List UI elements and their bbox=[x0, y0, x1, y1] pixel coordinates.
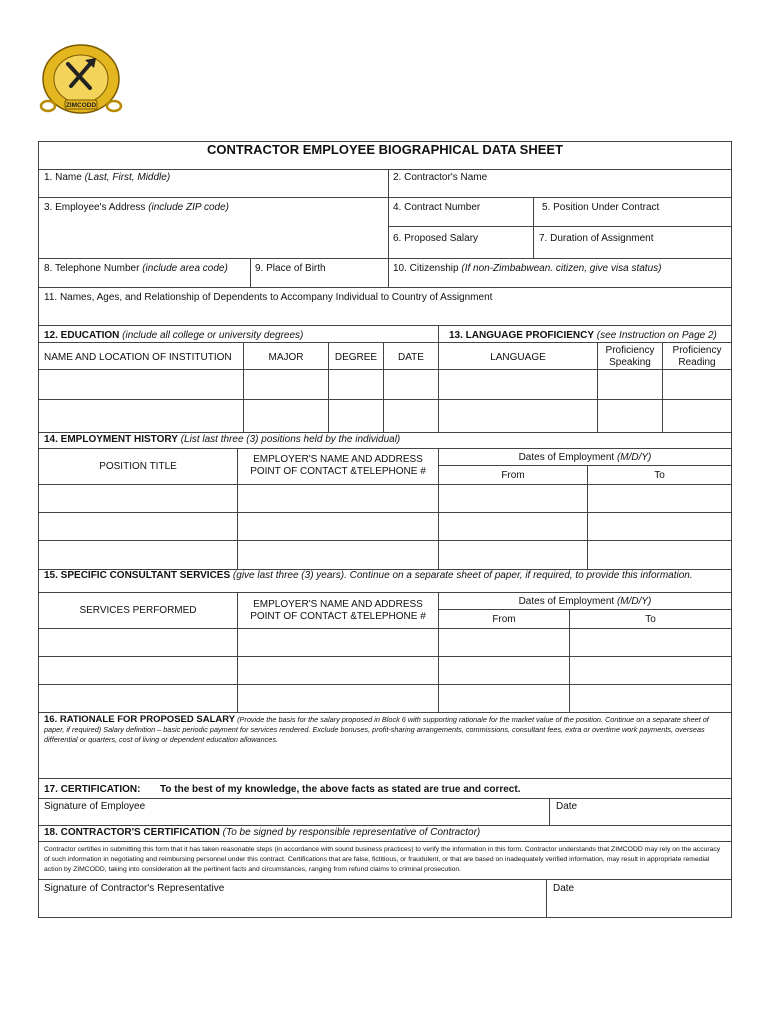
col-to: To bbox=[654, 470, 665, 481]
col-from: From bbox=[501, 470, 525, 481]
col-major: MAJOR bbox=[268, 352, 304, 363]
col-proficiency-speaking: Proficiency Speaking bbox=[605, 345, 655, 368]
salary-rationale-section: 16. RATIONALE FOR PROPOSED SALARY (Provide the basis for the salary proposed in Block 6 with supporting rationale for the market value of the position. Continue on a separate sheet of paper, if required) Salary definition – basic periodic payment for services rendered. Exclude bonuses, profit-sharing arrangements, commissions, consultant fees, extra or overtime work payments, overseas differential or quarters, cost of living or dependent education allowances. bbox=[44, 714, 709, 744]
col-employer: EMPLOYER'S NAME AND ADDRESS POINT OF CONTACT &TELEPHONE # bbox=[250, 454, 426, 477]
education-section-label: 12. EDUCATION (include all college or university degrees) bbox=[44, 330, 304, 341]
contractor-signature-field[interactable]: Signature of Contractor's Representative bbox=[44, 883, 225, 894]
field-name-label: 1. Name (Last, First, Middle) bbox=[44, 172, 171, 183]
field-dependents-label: 11. Names, Ages, and Relationship of Dependents to Accompany Individual to Country of Assignment bbox=[44, 292, 493, 303]
col-dates-employment: Dates of Employment (M/D/Y) bbox=[518, 452, 652, 463]
field-salary-label: 6. Proposed Salary bbox=[393, 233, 479, 244]
biographical-data-form bbox=[38, 141, 732, 918]
col-date: DATE bbox=[398, 352, 424, 363]
contractor-certification-label: 18. CONTRACTOR'S CERTIFICATION (To be signed by responsible representative of Contractor) bbox=[44, 827, 481, 838]
col-institution: NAME AND LOCATION OF INSTITUTION bbox=[44, 352, 232, 363]
zimcodd-seal-icon bbox=[38, 42, 124, 118]
employee-signature-field[interactable]: Signature of Employee bbox=[44, 801, 146, 812]
field-contract-number-label: 4. Contract Number bbox=[393, 202, 481, 213]
field-duration-label: 7. Duration of Assignment bbox=[539, 233, 654, 244]
language-section-label: 13. LANGUAGE PROFICIENCY (see Instruction on Page 2) bbox=[449, 330, 717, 341]
col-degree: DEGREE bbox=[334, 352, 378, 363]
col-services-performed: SERVICES PERFORMED bbox=[79, 605, 197, 616]
certification-label: 17. CERTIFICATION: bbox=[44, 784, 141, 795]
col-from-services: From bbox=[492, 614, 516, 625]
col-proficiency-reading: Proficiency Reading bbox=[672, 345, 722, 368]
col-dates-services: Dates of Employment (M/D/Y) bbox=[518, 596, 652, 607]
svg-text:ZIMCODD: ZIMCODD bbox=[65, 102, 97, 109]
col-language: LANGUAGE bbox=[490, 352, 546, 363]
field-position-label: 5. Position Under Contract bbox=[542, 202, 660, 213]
form-title: CONTRACTOR EMPLOYEE BIOGRAPHICAL DATA SHEET bbox=[206, 142, 564, 157]
col-employer-services: EMPLOYER'S NAME AND ADDRESS POINT OF CONTACT &TELEPHONE # bbox=[250, 599, 426, 622]
contractor-date-field[interactable]: Date bbox=[553, 883, 575, 894]
consultant-section-label: 15. SPECIFIC CONSULTANT SERVICES (give last three (3) years). Continue on a separate sheet of paper, if required, to provide this information. bbox=[44, 570, 693, 581]
field-citizenship-label: 10. Citizenship (If non-Zimbabwean. citizen, give visa status) bbox=[393, 263, 662, 274]
certification-statement: To the best of my knowledge, the above facts as stated are true and correct. bbox=[160, 784, 521, 795]
contractor-certification-text: Contractor certifies in submitting this form that it has taken reasonable steps (in accordance with sound business practices) to verify the information in this form. Contractor understands that ZIMCODD may rely on the accuracy of such information in negotiating and reimbursing personnel under this contract. Certifications that are false, fictitious, or fraudulent, or that are based on inadequately verified information, may result in appropriate remedial action by ZIMCODD, taking into consideration all the pertinent facts and circumstances, ranging from refund claims to criminal prosecution. bbox=[44, 846, 721, 873]
col-to-services: To bbox=[645, 614, 656, 625]
employment-section-label: 14. EMPLOYMENT HISTORY (List last three (3) positions held by the individual) bbox=[44, 434, 401, 445]
field-contractor-name-label: 2. Contractor's Name bbox=[393, 172, 488, 183]
employee-date-field[interactable]: Date bbox=[556, 801, 578, 812]
field-address-label: 3. Employee's Address (include ZIP code) bbox=[44, 202, 229, 213]
col-position-title: POSITION TITLE bbox=[99, 461, 177, 472]
field-telephone-label: 8. Telephone Number (include area code) bbox=[44, 263, 228, 274]
field-birthplace-label: 9. Place of Birth bbox=[255, 263, 326, 274]
